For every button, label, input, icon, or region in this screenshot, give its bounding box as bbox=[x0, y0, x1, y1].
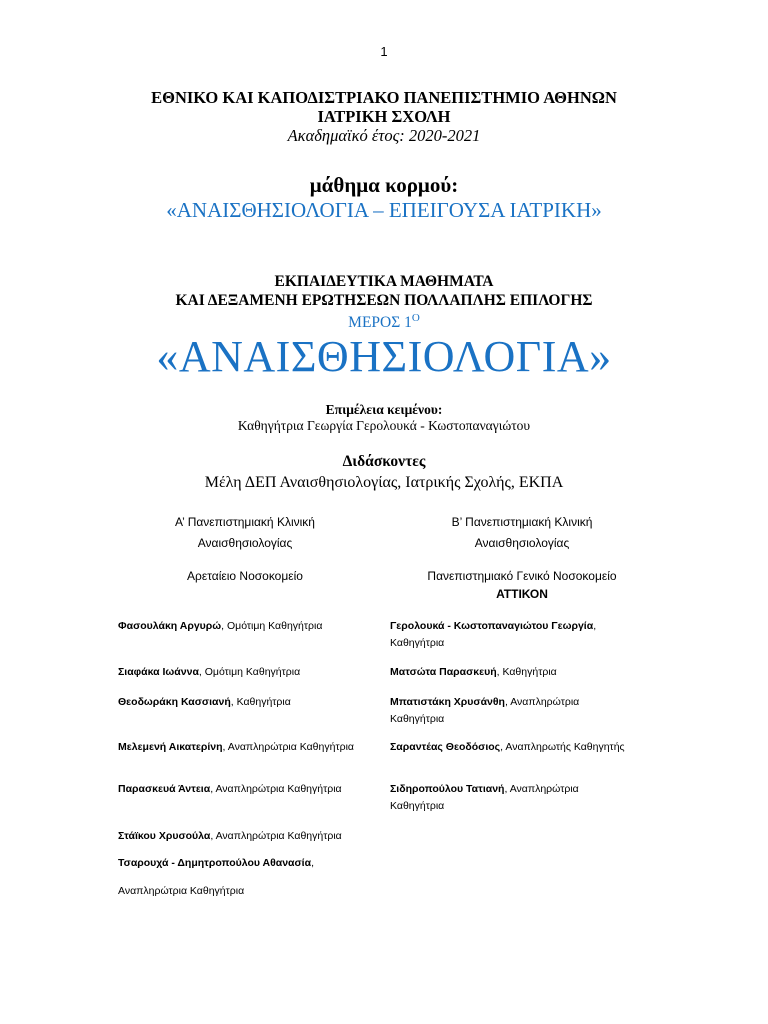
right-person-4 bbox=[390, 739, 665, 756]
person-role: , Καθηγήτρια bbox=[390, 620, 597, 649]
left-person-1 bbox=[118, 618, 363, 635]
left-person-7 bbox=[118, 855, 378, 872]
person-role: , Αναπληρώτρια Καθηγήτρια bbox=[390, 696, 580, 725]
left-person-7-role: Αναπληρώτρια Καθηγήτρια bbox=[118, 885, 245, 897]
core-course-label: μάθημα κορμού: bbox=[309, 173, 459, 197]
material-line-2: ΚΑΙ ΔΕΞΑΜΕΝΗ ΕΡΩΤΗΣΕΩΝ ΠΟΛΛΑΠΛΗΣ ΕΠΙΛΟΓΗΣ bbox=[175, 292, 593, 309]
left-clinic-line-2: Αναισθησιολογίας bbox=[197, 536, 293, 550]
right-person-3 bbox=[390, 694, 620, 728]
academic-year: Ακαδημαϊκό έτος: 2020-2021 bbox=[287, 126, 481, 145]
person-role: , Αναπληρωτής Καθηγητής bbox=[500, 741, 625, 753]
university-name: ΕΘΝΙΚΟ ΚΑΙ ΚΑΠΟΔΙΣΤΡΙΑΚΟ ΠΑΝΕΠΙΣΤΗΜΙΟ ΑΘΗΝΩΝ bbox=[151, 88, 617, 107]
right-person-2 bbox=[390, 664, 635, 681]
right-hospital-line-2: ΑΤΤΙΚΟΝ bbox=[496, 587, 548, 601]
left-person-4 bbox=[118, 739, 358, 756]
right-hospital bbox=[372, 567, 672, 603]
person-name: Μπατιστάκη Χρυσάνθη bbox=[390, 696, 505, 708]
right-person-1 bbox=[390, 618, 635, 652]
teachers-label: Διδάσκοντες bbox=[342, 453, 426, 470]
person-name: Στάϊκου Χρυσούλα bbox=[118, 830, 211, 842]
part-label: ΜΕΡΟΣ 1 bbox=[348, 314, 412, 331]
person-role: , bbox=[311, 857, 314, 869]
editor-name: Καθηγήτρια Γεωργία Γερολουκά - Κωστοπαναγιώτου bbox=[237, 418, 531, 433]
teachers-description: Μέλη ΔΕΠ Αναισθησιολογίας, Ιατρικής Σχολής, ΕΚΠΑ bbox=[204, 474, 564, 491]
left-person-5 bbox=[118, 781, 378, 798]
person-name: Παρασκευά Άντεια bbox=[118, 783, 211, 795]
person-name: Γερολουκά - Κωστοπαναγιώτου Γεωργία bbox=[390, 620, 594, 632]
person-role: , Ομότιμη Καθηγήτρια bbox=[221, 620, 323, 632]
course-name: «ΑΝΑΙΣΘΗΣΙΟΛΟΓΙΑ – ΕΠΕΙΓΟΥΣΑ ΙΑΤΡΙΚΗ» bbox=[166, 198, 602, 222]
person-name: Μελεμενή Αικατερίνη bbox=[118, 741, 223, 753]
left-clinic bbox=[105, 512, 385, 554]
right-hospital-line-1: Πανεπιστημιακό Γενικό Νοσοκομείο bbox=[427, 569, 617, 583]
person-name: Φασουλάκη Αργυρώ bbox=[118, 620, 222, 632]
person-role: , Ομότιμη Καθηγήτρια bbox=[198, 666, 301, 678]
main-title: «ΑΝΑΙΣΘΗΣΙΟΛΟΓΙΑ» bbox=[156, 332, 612, 381]
person-name: Τσαρουχά - Δημητροπούλου Αθανασία bbox=[118, 857, 312, 869]
left-person-6 bbox=[118, 828, 378, 845]
left-person-2 bbox=[118, 664, 363, 681]
right-clinic-line-1: Β’ Πανεπιστημιακή Κλινική bbox=[451, 515, 593, 529]
left-person-3 bbox=[118, 694, 363, 711]
right-clinic-line-2: Αναισθησιολογίας bbox=[474, 536, 570, 550]
part-number bbox=[0, 309, 768, 332]
left-clinic-line-1: Α’ Πανεπιστημιακή Κλινική bbox=[175, 515, 315, 529]
person-name: Ματσώτα Παρασκευή bbox=[390, 666, 497, 678]
right-clinic bbox=[382, 512, 662, 554]
person-name: Σαραντέας Θεοδόσιος bbox=[390, 741, 501, 753]
school-name: ΙΑΤΡΙΚΗ ΣΧΟΛΗ bbox=[317, 107, 451, 126]
person-role: , Αναπληρώτρια Καθηγήτρια bbox=[222, 741, 354, 753]
person-role: , Καθηγήτρια bbox=[230, 696, 291, 708]
person-name: Σιδηροπούλου Τατιανή bbox=[390, 783, 505, 795]
part-superscript: Ο bbox=[411, 312, 420, 324]
person-name: Σιαφάκα Ιωάννα bbox=[118, 666, 199, 678]
person-role: , Αναπληρώτρια Καθηγήτρια bbox=[210, 783, 342, 795]
editor-label: Επιμέλεια κειμένου: bbox=[325, 402, 443, 417]
person-role: , Αναπληρώτρια Καθηγήτρια bbox=[210, 830, 342, 842]
page-number: 1 bbox=[380, 44, 388, 59]
left-hospital: Αρεταίειο Νοσοκομείο bbox=[187, 569, 303, 583]
person-role: , Καθηγήτρια bbox=[496, 666, 557, 678]
person-role: , Αναπληρώτρια Καθηγήτρια bbox=[390, 783, 579, 812]
right-person-5 bbox=[390, 781, 620, 815]
person-name: Θεοδωράκη Κασσιανή bbox=[118, 696, 231, 708]
material-line-1: ΕΚΠΑΙΔΕΥΤΙΚΑ ΜΑΘΗΜΑΤΑ bbox=[274, 273, 494, 290]
